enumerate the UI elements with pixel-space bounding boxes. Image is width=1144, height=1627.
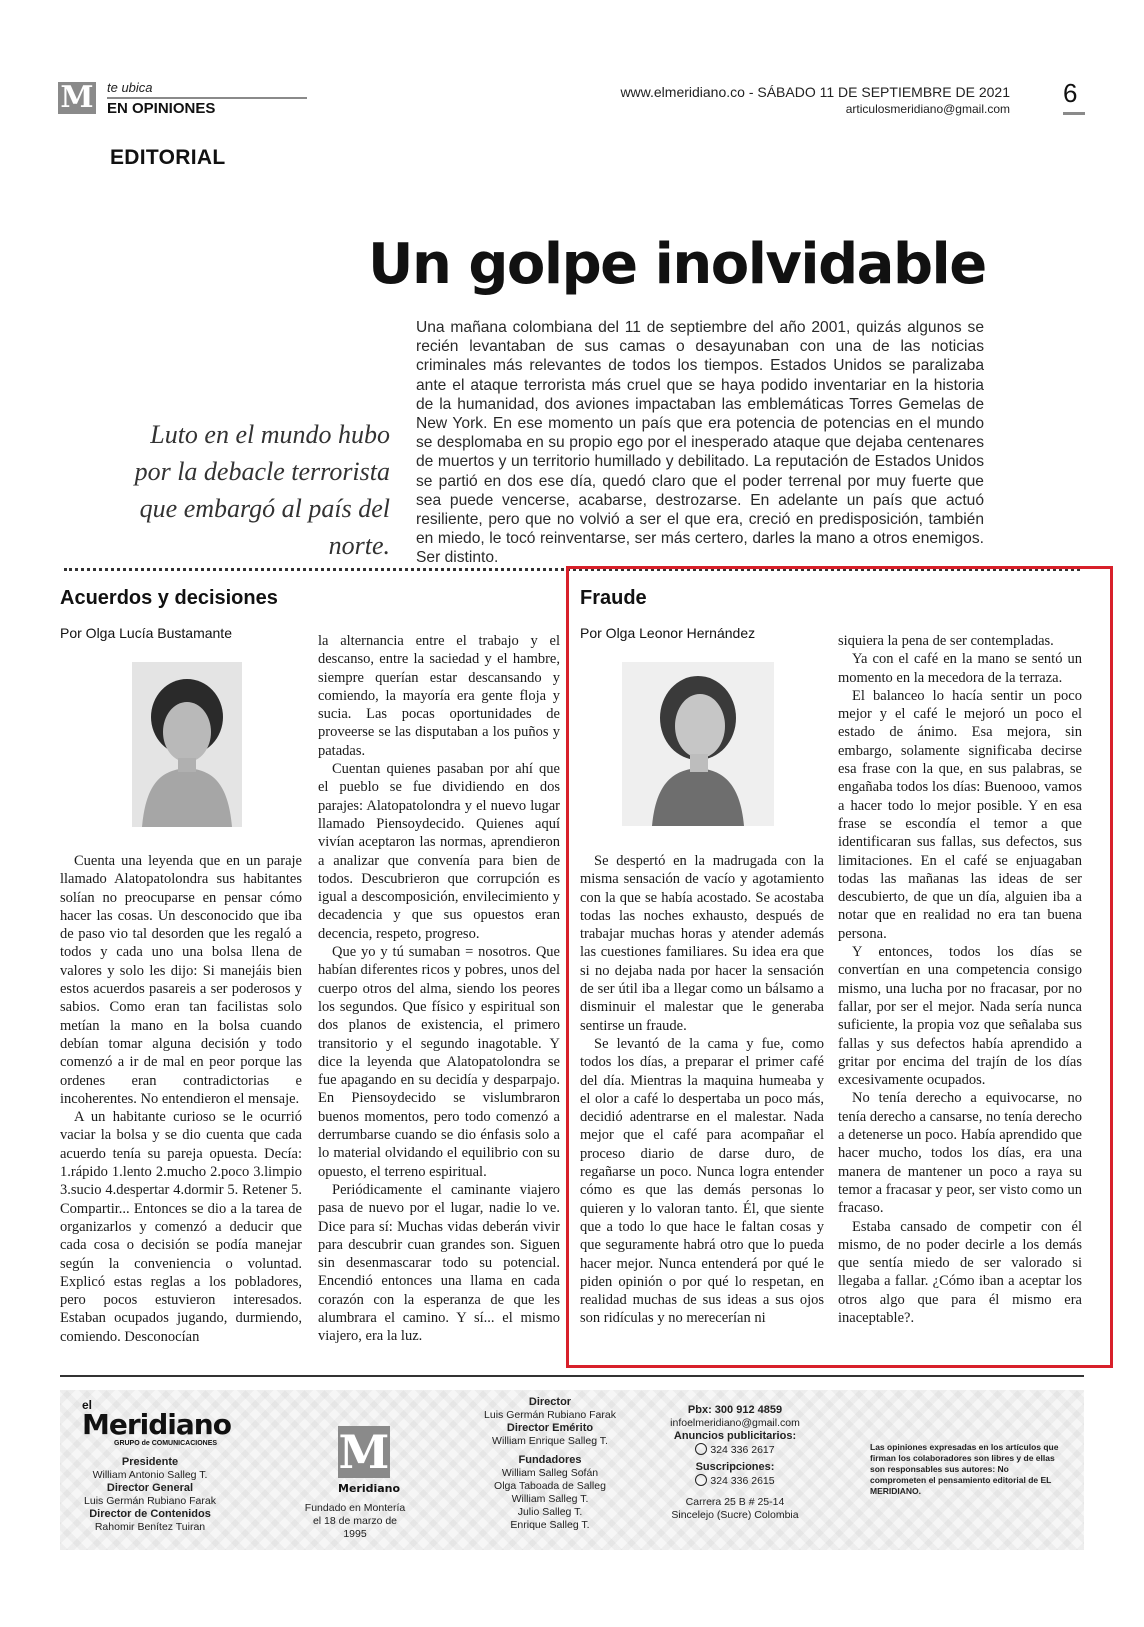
presidente-name: William Antonio Salleg T. — [92, 1469, 208, 1481]
founded-note: Fundado en Montería el 18 de marzo de 1995 — [304, 1502, 406, 1540]
dateline: www.elmeridiano.co - SÁBADO 11 DE SEPTIEMBRE DE 2021 — [620, 84, 1010, 100]
director-emerito-name: William Enrique Salleg T. — [492, 1435, 608, 1447]
section-kicker: EDITORIAL — [110, 146, 226, 169]
paragraph: Cuenta una leyenda que en un paraje llamado Alatopatolondra sus habitantes solían no preocuparse en pensar cómo hacer las cosas. Un desconocido que iba de paso vio tal desorden que les regaló a todos y cada uno una bolsa llena de valores y solo les dijo: Si manejáis bien estos acuerdos pasareis a ser poderosos y sabios. Como eran tan facilistas solo metían la mano en la bolsa cuando debían tomar alguna decisión y todo comenzó a ir de mal en peor porque las ordenes eran contradictorias e incoherentes. No entendieron el mensaje. — [60, 853, 302, 1107]
presidente-label: Presidente — [121, 1456, 179, 1468]
article1-column-1 — [60, 852, 302, 1346]
paragraph: Se despertó en la madrugada con la misma sensación de vacío y agotamiento con la que se había acostado. Se acostaba todas las noches exhausto, después de trabajar muchas horas y atender además las cuestiones familiares. Su idea era que si no dejaba nada por hacer la sensación de ser útil iba a llegar como un bálsamo a disminuir el malestar que le generaba sentirse un fraude. — [580, 853, 824, 1034]
article2-title: Fraude — [580, 587, 647, 609]
director-general-label: Director General — [106, 1482, 194, 1494]
contact-email: articulosmeridiano@gmail.com — [845, 102, 1010, 116]
director-general-name: Luis Germán Rubiano Farak — [84, 1495, 216, 1507]
brand-wordmark: Meridiano — [82, 1408, 231, 1441]
portrait-image — [132, 662, 242, 827]
paragraph: No tenía derecho a equivocarse, no tenía derecho a cansarse, no tenía derecho a detenerse un poco. Había aprendido que hacer mucho, todos los días, era una manera de mantener un poco a raya su temor a fracasar y peor, ser visto como un fracaso. — [838, 1090, 1082, 1217]
whatsapp-icon — [695, 1443, 707, 1455]
paragraph: Que yo y tú sumaban = nosotros. Que habían diferentes ricos y pobres, unos del cuerpo otros del alma, siendo los peores los segundos. Que físico y espiritual son dos planos de existencia, el primero transitorio y el segundo inagotable. Y dice la leyenda que Alatopatolondra se fue apagando en su decidía y desparpajo. En Piensoydecido se vislumbraron buenos momentos, pero todo comenzó a derrumbarse cuando se dio énfasis solo a lo material olvidando el equilibrio con su opuesto, el terreno espiritual. — [318, 944, 560, 1180]
pbx: Pbx: 300 912 4859 — [687, 1404, 783, 1416]
page-number: 6 — [1063, 78, 1078, 108]
director-label: Director — [528, 1396, 572, 1408]
suscripciones-line — [660, 1474, 810, 1488]
tagline: te ubica — [107, 80, 153, 95]
article2-byline: Por Olga Leonor Hernández — [580, 625, 756, 641]
header-rule — [107, 97, 307, 99]
paragraph: Cuentan quienes pasaban por ahí que el pueblo se fue dividiendo en dos parajes: Alatopatolondra y el nuevo lugar llamado Piensoydecido. Quienes aquí vivían aceptaron las normas, aprendieron a analizar que convenía para bien de todos. Descubrieron que corrupción es igual a descomposición, envilecimiento y decadencia y que sus opuestos eran decencia, respeto, progreso. — [318, 761, 560, 942]
director-contenidos-label: Director de Contenidos — [89, 1508, 211, 1520]
info-email: infoelmeridiano@gmail.com — [670, 1417, 800, 1429]
footer-rule — [60, 1375, 1084, 1377]
paragraph: la alternancia entre el trabajo y el descanso, entre la saciedad y el hambre, siempre querían estar descansando y comiendo, la mayoría era gente floja y sucia. Las pocas oportunidades de proveerse se las disputaban a los puños y patadas. — [318, 633, 560, 759]
fundador-name: William Salleg Sofán — [501, 1467, 599, 1479]
suscripciones-label: Suscripciones: — [695, 1461, 775, 1473]
fundador-name: Olga Taboada de Salleg — [494, 1480, 606, 1492]
editorial-body: Una mañana colombiana del 11 de septiembre del año 2001, quizás algunos se recién levantaban de sus camas o desayunaban con una de las noticias criminales más relevantes de todos los tiempos. Estados Unidos se paralizaba ante el ataque terrorista más cruel que se haya podido inventariar en la historia de la humanidad, dos aviones impactaban las emblemáticas Torres Gemelas de New York. En ese momento un país que era potencia de potencias en el mundo se desplomaba en su propio ego por el inesperado ataque que dejaba centenares de muertos y un territorio humillado y debilitado. La reputación de Estados Unidos se partió en dos ese día, quedó claro que el poder terrenal por muy fuerte que sea puede vencerse, acabarse, destrozarse. En adelante un país que actuó resiliente, pero que no volvió a ser el que era, creció en predisposición, también en miedo, le tocó reinventarse, ser más certero, darles la mano a otros enemigos. Ser distinto. — [416, 319, 984, 567]
fundador-name: Enrique Salleg T. — [510, 1519, 590, 1531]
anuncios-label: Anuncios publicitarios: — [673, 1430, 797, 1442]
paragraph: Periódicamente el caminante viajero pasa de nuevo por el lugar, nadie lo ve. Dice para sí: Muchas vidas deberán vivir para descubrir cuan grandes son. Siguen sin desenmascarar todo su potencial. Encendió entonces una llama en cada corazón con la esperanza de que les alumbrara el camino. Y sí... el mismo viajero, era la luz. — [318, 1181, 560, 1345]
article1-title: Acuerdos y decisiones — [60, 587, 278, 609]
author-photo-2 — [622, 662, 774, 826]
paragraph: A un habitante curioso se le ocurrió vaciar la bolsa y se dio cuenta que cada acuerdo tenía su pareja opuesta. Decía: 1.rápido 1.lento 2.mucho 2.poco 3.limpio 3.sucio 4.despertar 4.dormir 5. Retener 5. Compartir... Entonces se dio a la tarea de organizarlos y comenzó a deducir que cada cosa o decisión se podía manejar según la conveniencia o voluntad. Explicó estas reglas a los pobladores, pero pocos estuvieron interesados. Estaban ocupados jugando, durmiendo, comiendo. Desconocían — [60, 1109, 302, 1345]
fundadores-label: Fundadores — [518, 1454, 582, 1466]
paragraph: Se levantó de la cama y fue, como todos los días, a preparar el primer café del día. Mientras la maquina humeaba y el olor a café lo despertaba un poco más, decidió adentrarse en el malestar. Nada mejor que el café para acompañar el proceso diario de darse duro, de regañarse un poco. Nunca logra entender cómo es que las demás personas lo quieren y lo valoran tanto. Él, que siente que a todo lo que hace le faltan cosas y que seguramente habrá otro que lo pueda hacer mejor. Nunca entenderá por qué le piden opinión o por qué lo respetan, en realidad muchas de sus ideas a sus ojos son ridículas y no merecerían ni — [580, 1035, 824, 1327]
whatsapp-icon — [695, 1474, 707, 1486]
page-number-rule — [1063, 112, 1085, 115]
director-name: Luis Germán Rubiano Farak — [484, 1409, 616, 1421]
portrait-image — [622, 662, 774, 826]
paragraph: Y entonces, todos los días se convertían en una competencia consigo mismo, una lucha por no fracasar, por no fallar, por ser el mejor. Nada sería nunca suficiente, la propia voz que señalaba sus fallas y sus defectos había aprendido a gritar por encima del trajín de los días excesivamente ocupados. — [838, 944, 1082, 1089]
brand-prefix: el — [82, 1398, 93, 1412]
director-emerito-label: Director Emérito — [506, 1422, 594, 1434]
editorial-headline: Un golpe inolvidable — [368, 232, 986, 297]
paragraph: El balanceo lo hacía sentir un poco mejor y el café le mejoró un poco el estado de ánimo. Esa mejora, sin embargo, solamente significaba decirse esa frase con la que, en sus palabras, se engañaba todos los días: Buenooo, vamos a hacer todo lo mejor posible. Y en esa frase se escondía el temor a que identificaran sus fallas, sus defectos, sus limitaciones. En el café se enjuagaban todas las mañanas las ideas de ser descubierto, de que un día, alguien iba a notar que en realidad no era tan buena persona. — [838, 687, 1082, 942]
anuncios-phone: 324 336 2617 — [710, 1444, 775, 1456]
directors-block — [475, 1396, 625, 1532]
paragraph: Ya con el café en la mano se sentó un momento en la mecedora de la terraza. — [838, 651, 1082, 686]
meridiano-logo-large: M — [338, 1425, 390, 1479]
article1-byline: Por Olga Lucía Bustamante — [60, 625, 232, 641]
suscripciones-phone: 324 336 2615 — [710, 1475, 775, 1487]
article2-column-1 — [580, 852, 824, 1328]
fundador-name: Julio Salleg T. — [517, 1506, 583, 1518]
logo-wordmark: Meridiano — [338, 1482, 401, 1495]
contact-block — [660, 1404, 810, 1522]
address: Carrera 25 B # 25-14 — [685, 1496, 785, 1508]
opinion-disclaimer: Las opiniones expresadas en los artículos que firman los colaboradores son libres y de ellas son responsables sus autores: No comprometen el pensamiento editorial de EL MERIDIANO. — [870, 1442, 1059, 1496]
paragraph: siquiera la pena de ser contempladas. — [838, 633, 1054, 649]
paragraph: Estaba cansado de competir con él mismo, de no poder decirle a los demás que sentía miedo de ser valorado si llegaba a fallar. ¿Cómo iban a aceptar los otros algo que para él mismo era inaceptable?. — [838, 1218, 1082, 1326]
executives-block — [70, 1456, 230, 1534]
city: Sincelejo (Sucre) Colombia — [671, 1509, 799, 1521]
anuncios-line — [660, 1443, 810, 1457]
section-label: EN OPINIONES — [107, 100, 216, 117]
meridiano-logo: M — [58, 82, 96, 114]
fundador-name: William Salleg T. — [511, 1493, 589, 1505]
brand-group: GRUPO de COMUNICACIONES — [114, 1440, 218, 1447]
article2-column-2 — [838, 632, 1082, 1327]
article1-column-2 — [318, 632, 560, 1346]
author-photo-1 — [132, 662, 242, 827]
masthead-footer — [60, 1390, 1084, 1550]
editorial-pullquote: Luto en el mundo hubo por la debacle terrorista que embargó al país del norte. — [134, 420, 390, 560]
director-contenidos-name: Rahomir Benítez Tuiran — [94, 1521, 206, 1533]
